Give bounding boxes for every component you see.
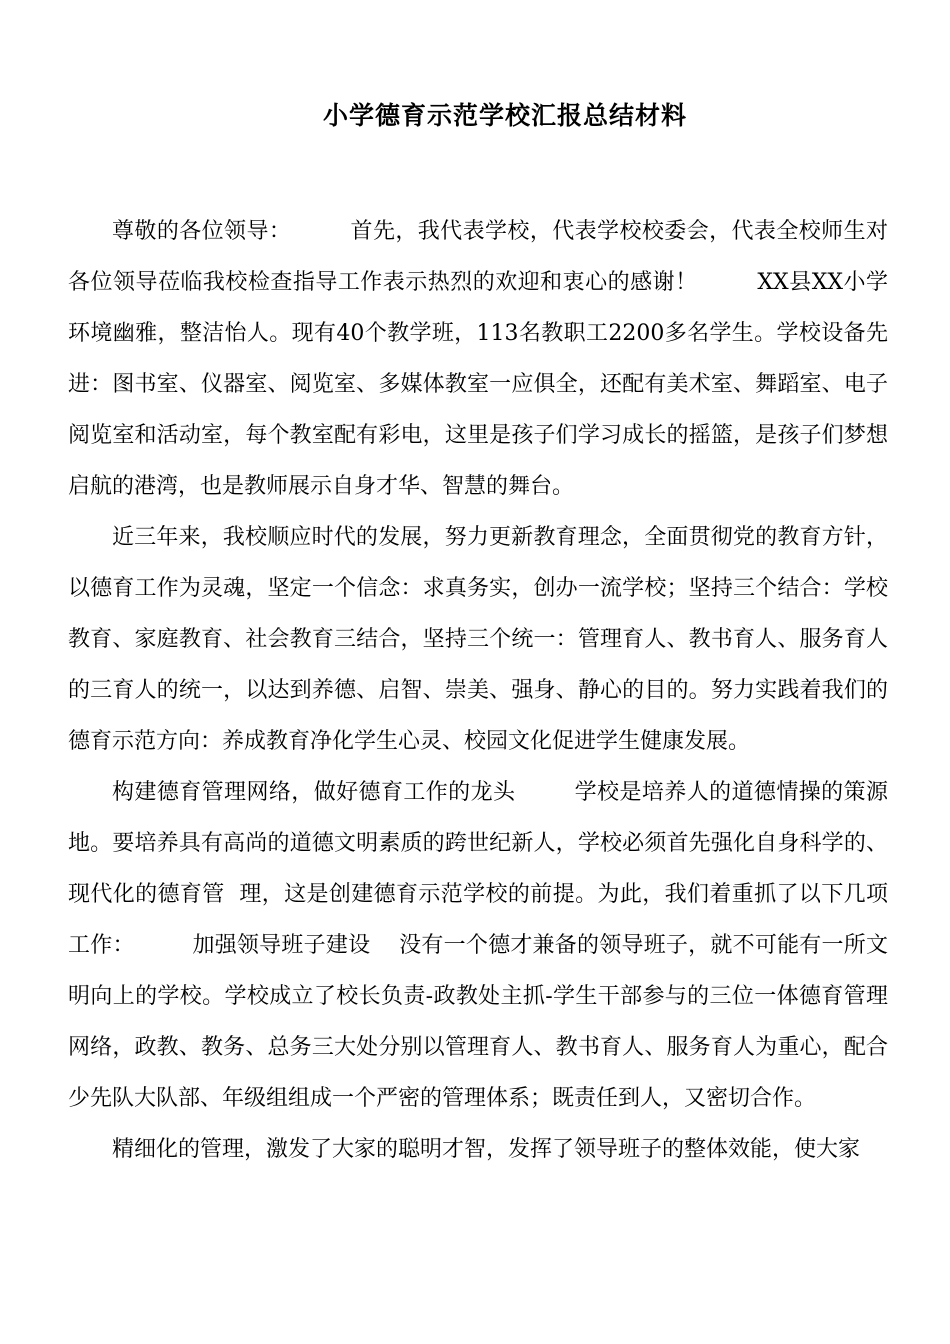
paragraph-greeting-intro: 尊敬的各位领导： 首先，我代表学校，代表学校校委会，代表全校师生对各位领导莅临我校检查指导工作表示热烈的欢迎和衷心的感谢！ XX县XX小学环境幽雅，整洁怡人。现有40个教学班，113名教职工2200多名学生。学校设备先进：图书室、仪器室、阅览室、多媒体教室一应俱全，还配有美术室、舞蹈室、电子阅览室和活动室，每个教室配有彩电，这里是孩子们学习成长的摇篮，是孩子们梦想启航的港湾，也是教师展示自身才华、智慧的舞台。 xyxy=(68,219,888,499)
paragraph-refined-management: 精细化的管理，激发了大家的聪明才智，发挥了领导班子的整体效能，使大家 xyxy=(112,1137,861,1162)
document-title: 小学德育示范学校汇报总结材料 xyxy=(322,101,687,130)
paragraph-moral-education-philosophy: 近三年来，我校顺应时代的发展，努力更新教育理念，全面贯彻党的教育方针，以德育工作为灵魂，坚定一个信念：求真务实，创办一流学校；坚持三个结合：学校教育、家庭教育、社会教育三结合，坚持三个统一：管理育人、教书育人、服务育人的三育人的统一，以达到养德、启智、崇美、强身、静心的目的。努力实践着我们的德育示范方向：养成教育净化学生心灵、校园文化促进学生健康发展。 xyxy=(68,525,888,754)
paragraph-management-network: 构建德育管理网络，做好德育工作的龙头 学校是培养人的道德情操的策源地。要培养具有高尚的道德文明素质的跨世纪新人，学校必须首先强化自身科学的、现代化的德育管 理，这是创建德育示范学校的前提。为此，我们着重抓了以下几项工作： 加强领导班子建设 没有一个德才兼备的领导班子，就不可能有一所文明向上的学校。学校成立了校长负责-政教处主抓-学生干部参与的三位一体德育管理网络，政教、教务、总务三大处分别以管理育人、教书育人、服务育人为重心，配合少先队大队部、年级组组成一个严密的管理体系；既责任到人，又密切合作。 xyxy=(68,780,888,1111)
document-body xyxy=(68,206,888,1175)
